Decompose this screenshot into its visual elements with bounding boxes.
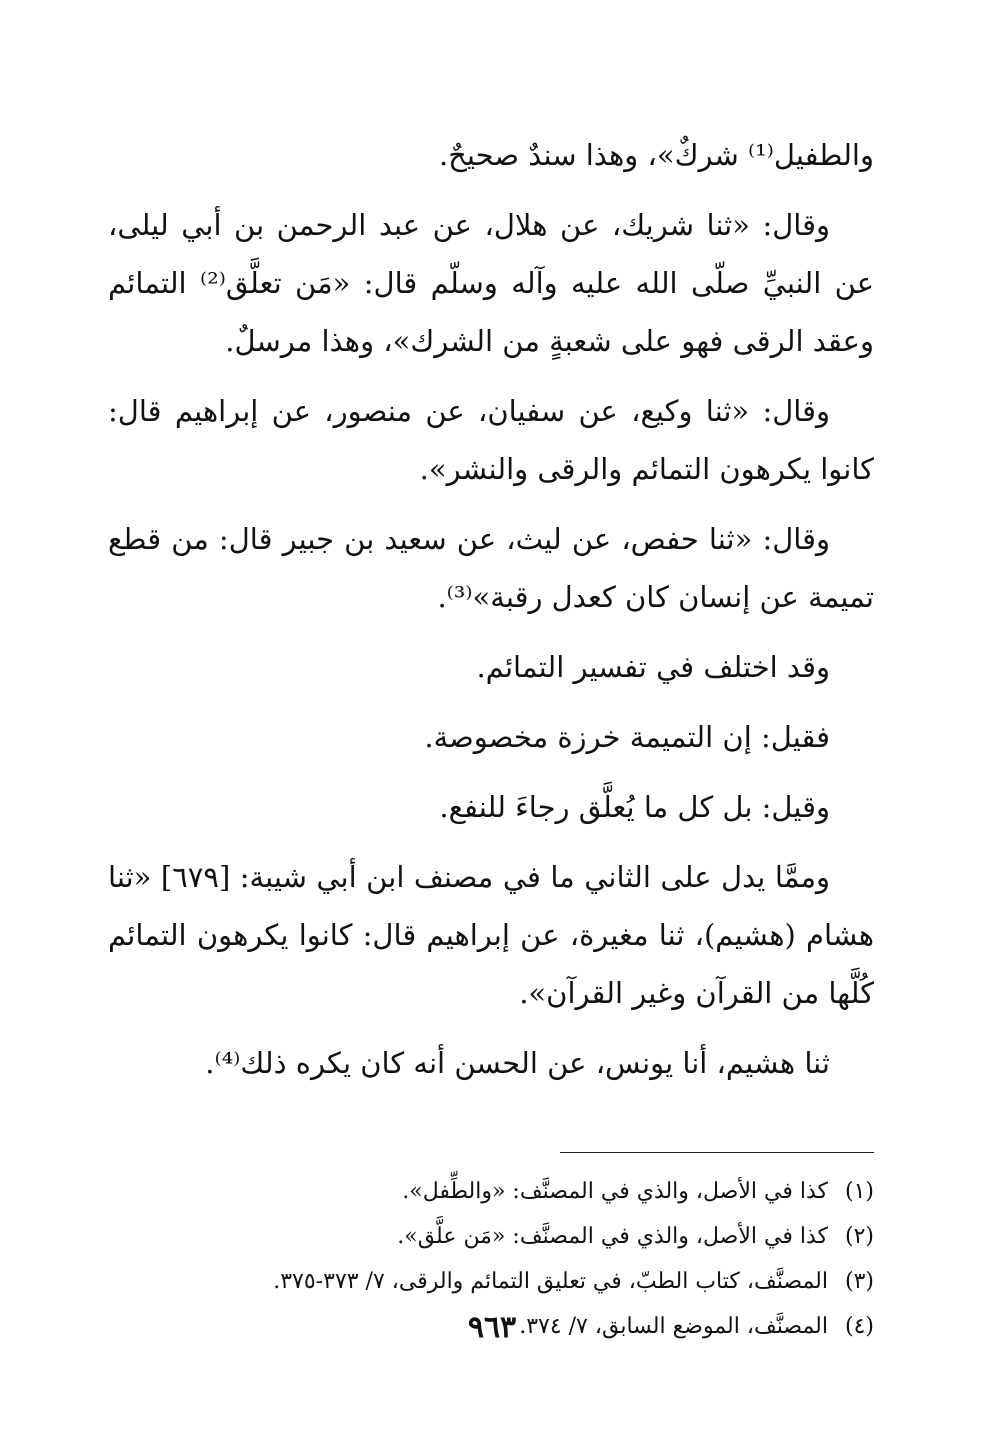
- footnote-number: (١): [844, 1179, 874, 1204]
- footnote: [108, 1214, 874, 1259]
- footnote-separator: [560, 1152, 874, 1153]
- paragraph-3: وقال: «ثنا وكيع، عن سفيان، عن منصور، عن إبراهيم قال: كانوا يكرهون التمائم والرقى والنشر».: [108, 394, 874, 486]
- footnote-text: كذا في الأصل، والذي في المصنَّف: «مَن علَّق».: [397, 1224, 828, 1249]
- footnote-text: المصنَّف، الموضع السابق، ٧/ ٣٧٤.: [519, 1314, 828, 1339]
- footnote-text: المصنَّف، كتاب الطبّ، في تعليق التمائم والرقى، ٧/ ٣٧٣-٣٧٥.: [273, 1269, 828, 1294]
- footnote-text: كذا في الأصل، والذي في المصنَّف: «والطِّفل».: [402, 1179, 828, 1204]
- footnote: [108, 1259, 874, 1304]
- paragraph-4: وقال: «ثنا حفص، عن ليث، عن سعيد بن جبير قال: من قطع تميمة عن إنسان كان كعدل رقبة»⁽³⁾.: [108, 522, 874, 614]
- paragraph-6: فقيل: إن التميمة خرزة مخصوصة.: [424, 720, 830, 754]
- paragraph-2: وقال: «ثنا شريك، عن هلال، عن عبد الرحمن بن أبي ليلى، عن النبيِّ صلّى الله عليه وآله وسلّم قال: «مَن تعلَّق⁽²⁾ التمائم وعقد الرقى فهو على شعبةٍ من الشرك»، وهذا مرسلٌ.: [108, 208, 874, 358]
- paragraph-1: والطفيل⁽¹⁾ شركٌ»، وهذا سندٌ صحيحٌ.: [438, 138, 874, 172]
- footnote-number: (٢): [844, 1224, 874, 1249]
- paragraph-5: وقد اختلف في تفسير التمائم.: [476, 650, 830, 684]
- footnote-number: (٣): [844, 1269, 874, 1294]
- paragraph-9: ثنا هشيم، أنا يونس، عن الحسن أنه كان يكره ذلك⁽⁴⁾.: [205, 1046, 830, 1080]
- footnote: [108, 1169, 874, 1214]
- paragraph-8: وممَّا يدل على الثاني ما في مصنف ابن أبي شيبة: [٦٧٩] «ثنا هشام (هشيم)، ثنا مغيرة، عن إبراهيم قال: كانوا يكرهون التمائم كُلَّها من القرآن وغير القرآن».: [108, 860, 874, 1010]
- paragraph-7: وقيل: بل كل ما يُعلَّق رجاءَ للنفع.: [439, 790, 830, 824]
- page-number: ٩٦٣: [467, 1310, 517, 1345]
- footnote-number: (٤): [844, 1314, 874, 1339]
